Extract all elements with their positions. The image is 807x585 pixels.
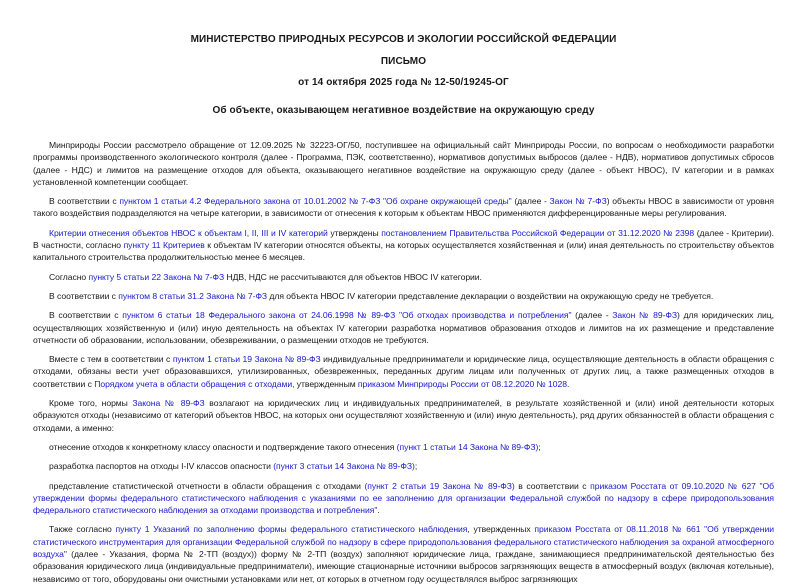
doc-link[interactable]: (пункт 2 статьи 19 Закона № 89-ФЗ) xyxy=(364,480,515,491)
document-subject: Об объекте, оказывающем негативное воздействие на окружающую среду xyxy=(212,105,595,116)
doc-link[interactable]: приказом Росстата от 09.10.2020 № 627 "Об утверждении формы федерального статистического наблюдения с указаниями по ее заполнению для организации Федеральной службой по надзору в сфере природопользования федерального статистического наблюдения за отходами производства и потребления" xyxy=(33,480,774,516)
paragraph-text: НДВ, НДС не рассчитываются для объектов НВОС IV категории. xyxy=(224,271,482,282)
paragraph-text: В соответствии с xyxy=(49,196,120,207)
paragraph xyxy=(33,309,774,346)
doc-link[interactable]: Порядком учета в области обращения с отходами, xyxy=(94,378,295,389)
paragraph-text: Кроме того, нормы xyxy=(49,398,133,409)
doc-link[interactable]: пунктом 6 статьи 18 Федерального закона от 24.06.1998 № 89-ФЗ "Об отходах производства и потребления" xyxy=(122,310,572,321)
paragraph-text: Вместе с тем в соответствии с xyxy=(49,354,173,365)
paragraph-text: Согласно xyxy=(49,271,89,282)
paragraph xyxy=(33,195,774,220)
doc-link[interactable]: Закона № 89-ФЗ xyxy=(132,398,205,409)
doc-link[interactable]: пункту 5 статьи 22 Закона № 7-ФЗ xyxy=(88,271,225,282)
paragraph xyxy=(33,480,774,517)
doc-link[interactable]: постановлением Правительства Российской Федерации от 31.12.2020 № 2398 xyxy=(381,227,695,238)
paragraph xyxy=(33,271,774,283)
paragraph-text: представление статистической отчетности в области обращения с отходами xyxy=(49,480,365,491)
paragraph-text: В соответствии с xyxy=(49,290,119,301)
paragraph xyxy=(33,227,774,264)
paragraph xyxy=(33,523,774,584)
paragraph xyxy=(33,139,774,188)
document-type: ПИСЬМО xyxy=(380,56,427,67)
paragraph-text: Также согласно xyxy=(49,524,116,535)
doc-link[interactable]: (пункт 3 статьи 14 Закона № 89-ФЗ) xyxy=(273,461,415,472)
paragraph xyxy=(33,441,774,453)
paragraph-text: отнесение отходов к конкретному классу опасности и подтверждение такого отнесения xyxy=(49,441,397,452)
paragraph xyxy=(33,353,774,390)
paragraph-text: ; xyxy=(414,461,418,472)
paragraph-text: (далее - xyxy=(571,310,613,321)
paragraph-text: . xyxy=(566,378,570,389)
paragraph-text: индивидуальные предприниматели и юридические лица, осуществляющие деятельность в области обращения с отходами, обязаны вести учет образовавшихся, утилизированных, обезвреженных, переданных другим лицам или полученных от других лиц, а также размещенных отходов в соответствии с xyxy=(33,354,775,389)
doc-link[interactable]: (пункт 1 статьи 14 Закона № 89-ФЗ) xyxy=(396,441,539,452)
paragraph-text: (далее - Критерии). В частности, согласно xyxy=(33,227,775,251)
document-body xyxy=(33,139,774,585)
paragraph-text: . xyxy=(377,505,380,516)
paragraph-text: Минприроды России рассмотрело обращение от 12.09.2025 № 32223-ОГ/50, поступившее на официальный сайт Минприроды России, по вопросам о необходимости разработки программы производственного экологического контроля (далее - Программа, ПЭК, соответственно), нормативов допустимых выбросов (далее - НДВ), нормативов допустимых сбросов (далее - НДС) и лимитов на размещение отходов для объекта, оказывающего негативное воздействие на окружающую среду (далее - объект НВОС), IV категории и в рамках установленной компетенции сообщает. xyxy=(33,140,774,187)
doc-link[interactable]: Закон № 89-ФЗ xyxy=(612,310,678,321)
doc-link[interactable]: приказом Минприроды России от 08.12.2020 № 1028 xyxy=(357,378,567,389)
paragraph-text: утвержденным xyxy=(294,378,358,389)
document-date-number: от 14 октября 2025 года № 12-50/19245-ОГ xyxy=(298,77,509,88)
doc-link[interactable]: пунктом 1 статьи 19 Закона № 89-ФЗ xyxy=(172,354,321,365)
paragraph-text: разработка паспортов на отходы I-IV классов опасности xyxy=(49,461,274,472)
paragraph-text: ; xyxy=(538,441,541,452)
doc-link[interactable]: Критерии отнесения объектов НВОС к объектам I, II, III и IV категорий xyxy=(49,227,328,238)
doc-link[interactable]: приказом Росстата от 08.11.2018 № 661 "Об утверждении статистического инструментария для организации Федеральной службой по надзору в сфере природопользования федерального статистического наблюдения за охраной атмосферного воздуха" xyxy=(33,524,774,560)
doc-link[interactable]: Закон № 7-ФЗ xyxy=(549,196,607,207)
paragraph-text: утверждены xyxy=(327,227,382,238)
doc-link[interactable]: пунктом 8 статьи 31.2 Закона № 7-ФЗ xyxy=(118,290,268,301)
doc-link[interactable]: пунктом 1 статьи 4.2 Федерального закона от 10.01.2002 № 7-ФЗ "Об охране окружающей среды" xyxy=(119,196,512,207)
doc-link[interactable]: пункту 1 Указаний по заполнению формы федерального статистического наблюдения xyxy=(115,524,468,535)
document-header xyxy=(33,34,774,117)
paragraph-text: (далее - xyxy=(511,196,550,207)
ministry-name: МИНИСТЕРСТВО ПРИРОДНЫХ РЕСУРСОВ И ЭКОЛОГИИ РОССИЙСКОЙ ФЕДЕРАЦИИ xyxy=(190,34,617,45)
paragraph-text: для объекта НВОС IV категории представление декларации о воздействии на окружающую среду не требуется. xyxy=(267,290,714,301)
paragraph xyxy=(33,290,774,302)
paragraph-text: ) объекты НВОС в зависимости от уровня такого воздействия подразделяются на четыре категории, в зависимости от отнесения к которым к объектам НВОС применяются дифференцированные меры регулирования. xyxy=(33,196,774,219)
paragraph-text: (далее - Указания, форма № 2-ТП (воздух)) форму № 2-ТП (воздух) заполняют юридические лица, граждане, занимающиеся предпринимательской деятельностью без образования юридического лица (индивидуальные предприниматели), имеющие стационарные источники выбросов загрязняющих веществ в атмосферный воздух (включая котельные), независимо от того, оборудованы они очистными установками или нет, от которых в отчетном году осуществлялся выброс загрязняющих xyxy=(33,549,774,584)
paragraph-text: в соответствии с xyxy=(514,480,591,491)
paragraph-text: , утвержденных xyxy=(467,524,535,535)
paragraph xyxy=(33,397,774,434)
doc-link[interactable]: пункту 11 Критериев xyxy=(123,240,205,251)
paragraph-text: возлагают на юридических лиц и индивидуальных предпринимателей, в результате хозяйственной и (или) иной деятельности которых образуются отходы (независимо от категорий объектов НВОС, на которых они осуществляют хозяйственную и (или) иную деятельность), ряд других обязанностей в области обращения с отходами, а именно: xyxy=(33,398,774,433)
paragraph-text: к объектам IV категории относятся объекты, на которых осуществляется хозяйственная и (или) иная деятельность по строительству объектов капитального строительства продолжительностью менее 6 месяцев. xyxy=(33,240,775,263)
paragraph-text: ) для юридических лиц, осуществляющих хозяйственную и (или) иную деятельность на объектах IV категории разработка нормативов образования отходов и лимитов на их размещение и представление отчетности об образовании, использовании, обезвреживании, о размещении отходов не требуются. xyxy=(33,310,774,345)
paragraph-text: В соответствии с xyxy=(49,310,123,321)
paragraph xyxy=(33,460,774,472)
